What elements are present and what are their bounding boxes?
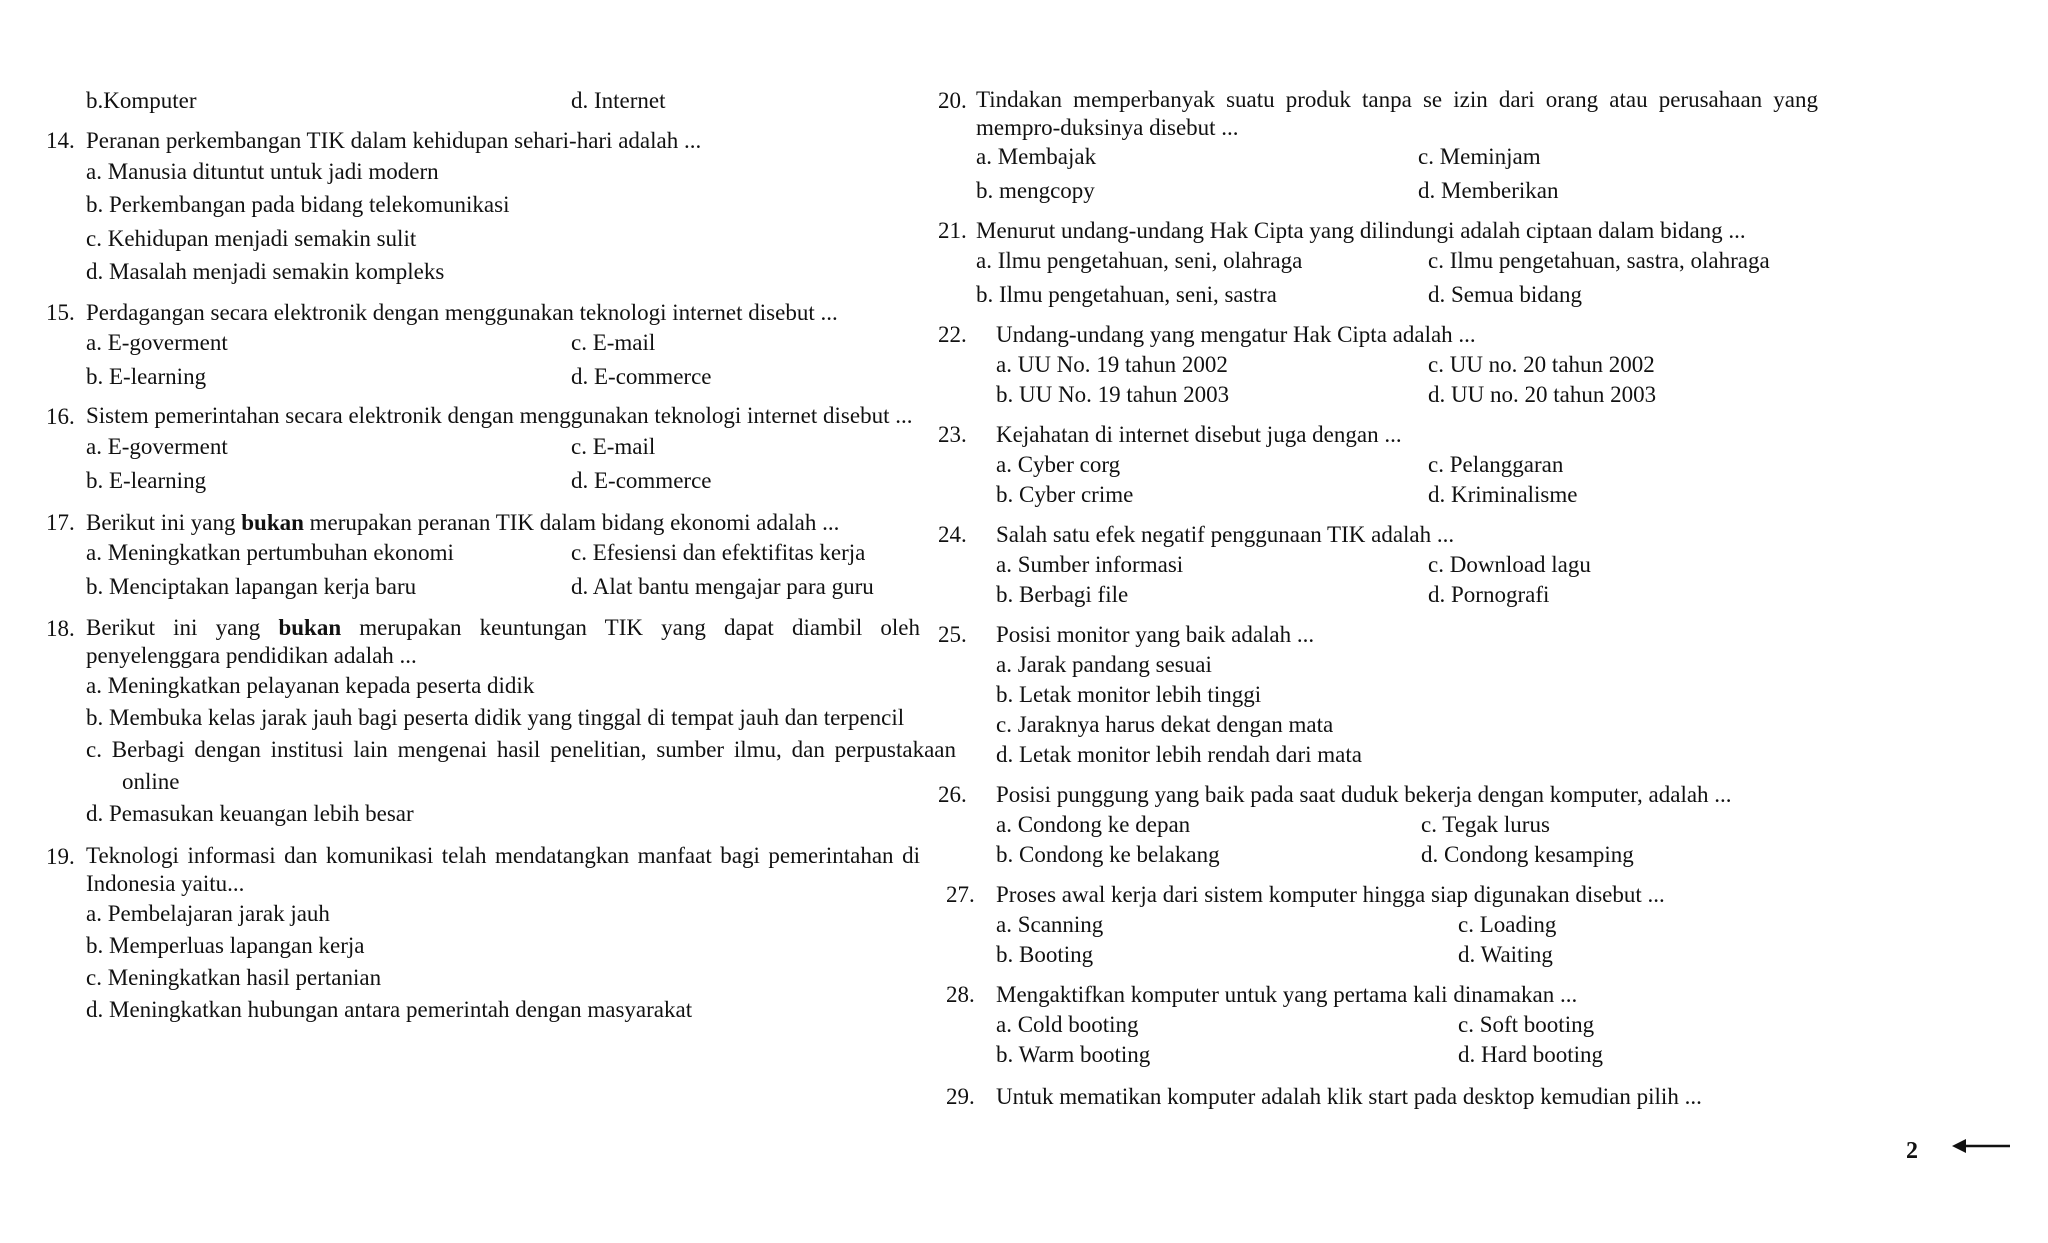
option-d: d. Waiting (1458, 942, 1553, 967)
option-a: a. Cyber corg (996, 452, 1121, 477)
question-20 (938, 86, 1818, 206)
question-number: 20. (938, 88, 967, 113)
question-number: 24. (938, 522, 967, 547)
question-text: Sistem pemerintahan secara elektronik dengan menggunakan teknologi internet disebut ... (86, 403, 913, 428)
option-a: a. Cold booting (996, 1012, 1139, 1037)
question-15 (46, 298, 920, 392)
option-a: a. Manusia dituntut untuk jadi modern (86, 159, 439, 184)
option-b: b.Komputer (86, 88, 197, 113)
option-b: b. Membuka kelas jarak jauh bagi peserta didik yang tinggal di tempat jauh dan terpencil (86, 705, 905, 730)
option-b: b. Memperluas lapangan kerja (86, 933, 365, 958)
question-13-tail (46, 86, 920, 116)
option-a: a. Ilmu pengetahuan, seni, olahraga (976, 248, 1303, 273)
option-a: a. Condong ke depan (996, 812, 1191, 837)
option-d: d. Meningkatkan hubungan antara pemerintah dengan masyarakat (86, 997, 693, 1022)
question-text: Mengaktifkan komputer untuk yang pertama kali dinamakan ... (996, 982, 1578, 1007)
question-number: 17. (46, 510, 75, 535)
question-14 (46, 126, 920, 288)
bold-word: bukan (241, 510, 304, 535)
option-c: c. Berbagi dengan institusi lain mengenai hasil penelitian, sumber ilmu, dan perpustakaan online (86, 737, 956, 794)
question-number: 21. (938, 218, 967, 243)
option-d: d. Condong kesamping (1421, 842, 1634, 867)
option-d: d. E-commerce (571, 468, 712, 493)
option-b: b. Menciptakan lapangan kerja baru (86, 574, 417, 599)
question-text: Perdagangan secara elektronik dengan menggunakan teknologi internet disebut ... (86, 300, 838, 325)
option-a: a. Meningkatkan pertumbuhan ekonomi (86, 540, 454, 565)
question-text: Proses awal kerja dari sistem komputer hingga siap digunakan disebut ... (996, 882, 1665, 907)
option-b: b. Ilmu pengetahuan, seni, sastra (976, 282, 1277, 307)
question-19 (46, 842, 920, 1026)
option-b: b. Berbagi file (996, 582, 1129, 607)
option-d: d. Semua bidang (1428, 282, 1582, 307)
option-d: d. Hard booting (1458, 1042, 1604, 1067)
question-number: 22. (938, 322, 967, 347)
question-22 (938, 320, 1818, 410)
option-a: a. Jarak pandang sesuai (996, 652, 1212, 677)
option-d: d. E-commerce (571, 364, 712, 389)
option-b: b. Warm booting (996, 1042, 1151, 1067)
question-16 (46, 402, 920, 496)
question-text: Teknologi informasi dan komunikasi telah mendatangkan manfaat bagi pemerintahan di Indonesia yaitu... (86, 843, 920, 896)
question-text: Posisi monitor yang baik adalah ... (996, 622, 1315, 647)
question-text: Berikut ini yang bukan merupakan peranan TIK dalam bidang ekonomi adalah ... (86, 510, 840, 535)
question-text: Menurut undang-undang Hak Cipta yang dilindungi adalah ciptaan dalam bidang ... (976, 218, 1746, 243)
question-number: 18. (46, 616, 75, 641)
option-b: b. UU No. 19 tahun 2003 (996, 382, 1230, 407)
option-a: a. Membajak (976, 144, 1097, 169)
bold-word: bukan (278, 615, 342, 640)
option-c: c. E-mail (571, 434, 656, 459)
question-number: 19. (46, 844, 75, 869)
question-number: 28. (946, 982, 975, 1007)
question-text: Undang-undang yang mengatur Hak Cipta adalah ... (996, 322, 1476, 347)
left-arrow-icon[interactable] (1950, 1134, 2012, 1158)
option-d: d. Masalah menjadi semakin kompleks (86, 259, 445, 284)
question-17 (46, 508, 920, 602)
option-c: c. Jaraknya harus dekat dengan mata (996, 712, 1334, 737)
option-b: b. Condong ke belakang (996, 842, 1220, 867)
option-d: d. UU no. 20 tahun 2003 (1428, 382, 1657, 407)
question-text: Berikut ini yang bukan merupakan keuntungan TIK yang dapat diambil oleh penyelenggara pendidikan adalah ... (86, 615, 920, 668)
option-c: c. Tegak lurus (1421, 812, 1550, 837)
question-text: Salah satu efek negatif penggunaan TIK adalah ... (996, 522, 1455, 547)
question-26 (938, 780, 1818, 870)
option-a: a. Pembelajaran jarak jauh (86, 901, 330, 926)
question-number: 23. (938, 422, 967, 447)
option-a: a. Scanning (996, 912, 1104, 937)
question-number: 27. (946, 882, 975, 907)
option-c: c. Meminjam (1418, 144, 1541, 169)
option-c: c. Efesiensi dan efektifitas kerja (571, 540, 866, 565)
page-number: 2 (1906, 1138, 1918, 1164)
option-c: c. E-mail (571, 330, 656, 355)
option-b: b. Perkembangan pada bidang telekomunikasi (86, 192, 510, 217)
option-b: b. E-learning (86, 364, 207, 389)
option-c: c. Meningkatkan hasil pertanian (86, 965, 382, 990)
option-d: d. Pornografi (1428, 582, 1550, 607)
question-number: 15. (46, 300, 75, 325)
option-d: d. Memberikan (1418, 178, 1559, 203)
option-b: b. mengcopy (976, 178, 1095, 203)
question-23 (938, 420, 1818, 510)
option-c: c. Ilmu pengetahuan, sastra, olahraga (1428, 248, 1770, 273)
option-c: c. Download lagu (1428, 552, 1591, 577)
option-b: b. Letak monitor lebih tinggi (996, 682, 1262, 707)
question-text: Untuk mematikan komputer adalah klik start pada desktop kemudian pilih ... (996, 1084, 1702, 1109)
question-28 (938, 980, 1818, 1070)
option-c: c. Pelanggaran (1428, 452, 1564, 477)
option-d: d. Letak monitor lebih rendah dari mata (996, 742, 1362, 767)
option-d: d. Internet (571, 88, 666, 113)
option-a: a. Meningkatkan pelayanan kepada peserta didik (86, 673, 535, 698)
question-text: Posisi punggung yang baik pada saat duduk bekerja dengan komputer, adalah ... (996, 782, 1732, 807)
option-c: c. Kehidupan menjadi semakin sulit (86, 226, 417, 251)
right-column (938, 86, 1818, 1118)
option-d: d. Pemasukan keuangan lebih besar (86, 801, 414, 826)
option-a: a. E-goverment (86, 330, 228, 355)
question-29 (938, 1082, 1818, 1112)
question-27 (938, 880, 1818, 970)
question-number: 16. (46, 404, 75, 429)
option-b: b. Booting (996, 942, 1094, 967)
question-number: 14. (46, 128, 75, 153)
question-text: Kejahatan di internet disebut juga dengan ... (996, 422, 1402, 447)
question-text: Peranan perkembangan TIK dalam kehidupan sehari-hari adalah ... (86, 128, 702, 153)
question-21 (938, 216, 1818, 310)
option-b: b. E-learning (86, 468, 207, 493)
question-25 (938, 620, 1818, 770)
question-text: Tindakan memperbanyak suatu produk tanpa se izin dari orang atau perusahaan yang mempro-duksinya disebut ... (976, 87, 1818, 140)
option-a: a. UU No. 19 tahun 2002 (996, 352, 1228, 377)
option-b: b. Cyber crime (996, 482, 1134, 507)
option-d: d. Kriminalisme (1428, 482, 1578, 507)
question-24 (938, 520, 1818, 610)
option-d: d. Alat bantu mengajar para guru (571, 574, 874, 599)
option-a: a. E-goverment (86, 434, 228, 459)
option-c: c. Soft booting (1458, 1012, 1595, 1037)
option-c: c. Loading (1458, 912, 1557, 937)
option-a: a. Sumber informasi (996, 552, 1184, 577)
question-number: 25. (938, 622, 967, 647)
question-number: 29. (946, 1084, 975, 1109)
question-number: 26. (938, 782, 967, 807)
option-c: c. UU no. 20 tahun 2002 (1428, 352, 1655, 377)
